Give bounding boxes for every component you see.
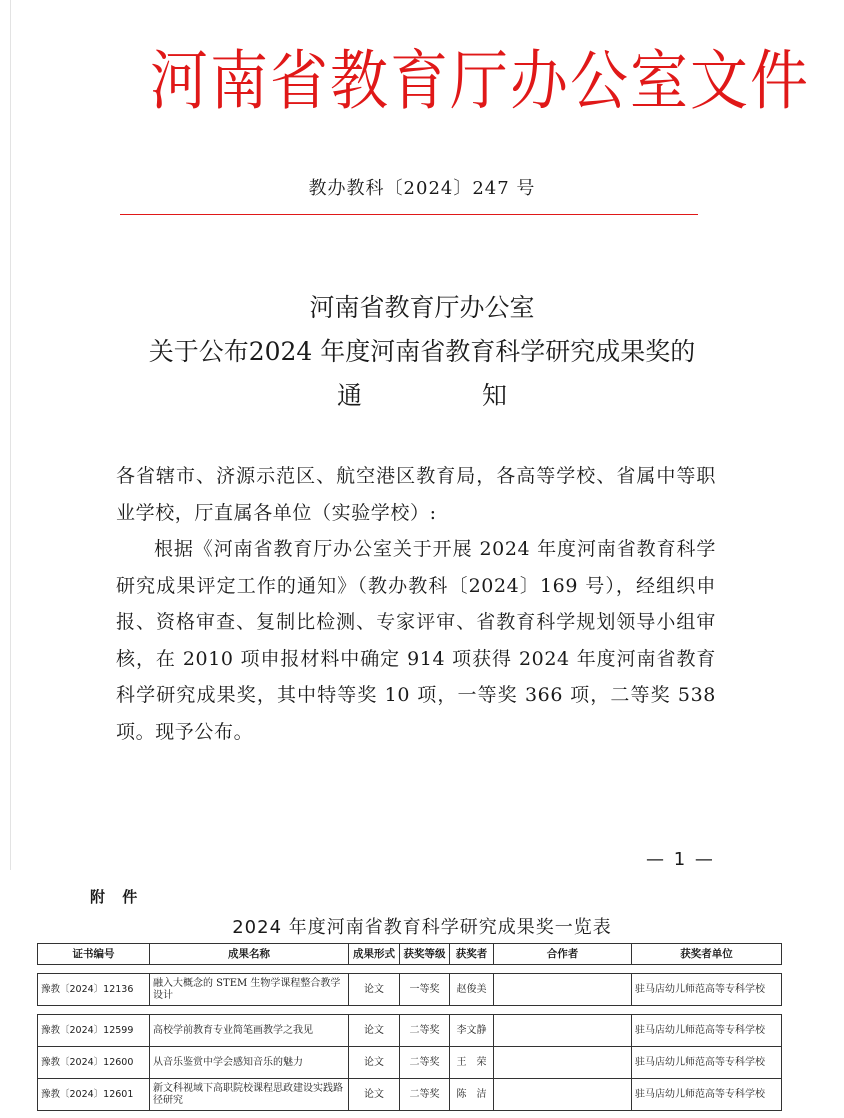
column-header: 获奖等级 — [400, 944, 450, 965]
table-spacer-row — [38, 965, 782, 974]
achievement-form: 论文 — [349, 974, 400, 1006]
awardee: 李文静 — [450, 1015, 494, 1047]
column-header: 合作者 — [494, 944, 632, 965]
certificate-id: 豫教〔2024〕12600 — [38, 1047, 150, 1079]
certificate-id: 豫教〔2024〕12136 — [38, 974, 150, 1006]
attachment-label: 附 件 — [90, 888, 144, 906]
awardee: 王 荣 — [450, 1047, 494, 1079]
award-level: 二等奖 — [400, 1047, 450, 1079]
collaborators — [494, 1079, 632, 1111]
column-header: 获奖者 — [450, 944, 494, 965]
collaborators — [494, 974, 632, 1006]
issuer-header-title: 河南省教育厅办公室文件 — [150, 42, 811, 119]
page-edge-line — [10, 0, 11, 870]
certificate-id: 豫教〔2024〕12599 — [38, 1015, 150, 1047]
document-number: 教办教科〔2024〕247 号 — [308, 178, 536, 199]
table-row — [38, 974, 782, 1006]
column-header: 成果名称 — [150, 944, 349, 965]
award-level: 一等奖 — [400, 974, 450, 1006]
achievement-name: 新文科视域下高职院校课程思政建设实践路径研究 — [150, 1079, 349, 1111]
achievement-name: 从音乐鉴赏中学会感知音乐的魅力 — [150, 1047, 349, 1079]
achievement-name: 融入大概念的 STEM 生物学课程整合教学设计 — [150, 974, 349, 1006]
award-table — [37, 943, 782, 1111]
notice-title-line-1: 河南省教育厅办公室 — [309, 293, 535, 322]
award-level: 二等奖 — [400, 1079, 450, 1111]
collaborators — [494, 1015, 632, 1047]
page-number: — 1 — — [646, 849, 715, 870]
achievement-name: 高校学前教育专业简笔画教学之我见 — [150, 1015, 349, 1047]
achievement-form: 论文 — [349, 1047, 400, 1079]
notice-title — [0, 286, 844, 418]
award-level: 二等奖 — [400, 1015, 450, 1047]
awardee-unit: 驻马店幼儿师范高等专科学校 — [632, 1079, 782, 1111]
notice-title-char-2: 知 — [482, 381, 508, 410]
awardee: 陈 洁 — [450, 1079, 494, 1111]
certificate-id: 豫教〔2024〕12601 — [38, 1079, 150, 1111]
notice-title-line-3 — [0, 374, 844, 418]
column-header: 证书编号 — [38, 944, 150, 965]
table-header-row — [38, 944, 782, 965]
achievement-form: 论文 — [349, 1079, 400, 1111]
table-row — [38, 1047, 782, 1079]
awardee: 赵俊美 — [450, 974, 494, 1006]
column-header: 成果形式 — [349, 944, 400, 965]
awardee-unit: 驻马店幼儿师范高等专科学校 — [632, 1015, 782, 1047]
table-row — [38, 1079, 782, 1111]
awardee-unit: 驻马店幼儿师范高等专科学校 — [632, 974, 782, 1006]
collaborators — [494, 1047, 632, 1079]
salutation: 各省辖市、济源示范区、航空港区教育局，各高等学校、省属中等职业学校，厅直属各单位（实验学校）: — [116, 465, 716, 524]
notice-title-char-1: 通 — [336, 381, 362, 410]
column-header: 获奖者单位 — [632, 944, 782, 965]
table-spacer-row — [38, 1006, 782, 1015]
body-paragraph: 根据《河南省教育厅办公室关于开展 2024 年度河南省教育科学研究成果评定工作的通知》（教办教科〔2024〕169 号），经组织申报、资格审查、复制比检测、专家评审、省教育科学规划领导小组审核，在 2010 项申报材料中确定 914 项获得 2024 年度河南省教育科学研究成果奖，其中特等奖 10 项，一等奖 366 项，二等奖 538 项。现予公布。 — [116, 538, 716, 743]
header-divider — [120, 214, 698, 215]
achievement-form: 论文 — [349, 1015, 400, 1047]
table-row — [38, 1015, 782, 1047]
award-table-title: 2024 年度河南省教育科学研究成果奖一览表 — [232, 917, 612, 938]
notice-title-line-2: 关于公布2024 年度河南省教育科学研究成果奖的 — [148, 337, 696, 366]
notice-body — [116, 458, 716, 750]
awardee-unit: 驻马店幼儿师范高等专科学校 — [632, 1047, 782, 1079]
